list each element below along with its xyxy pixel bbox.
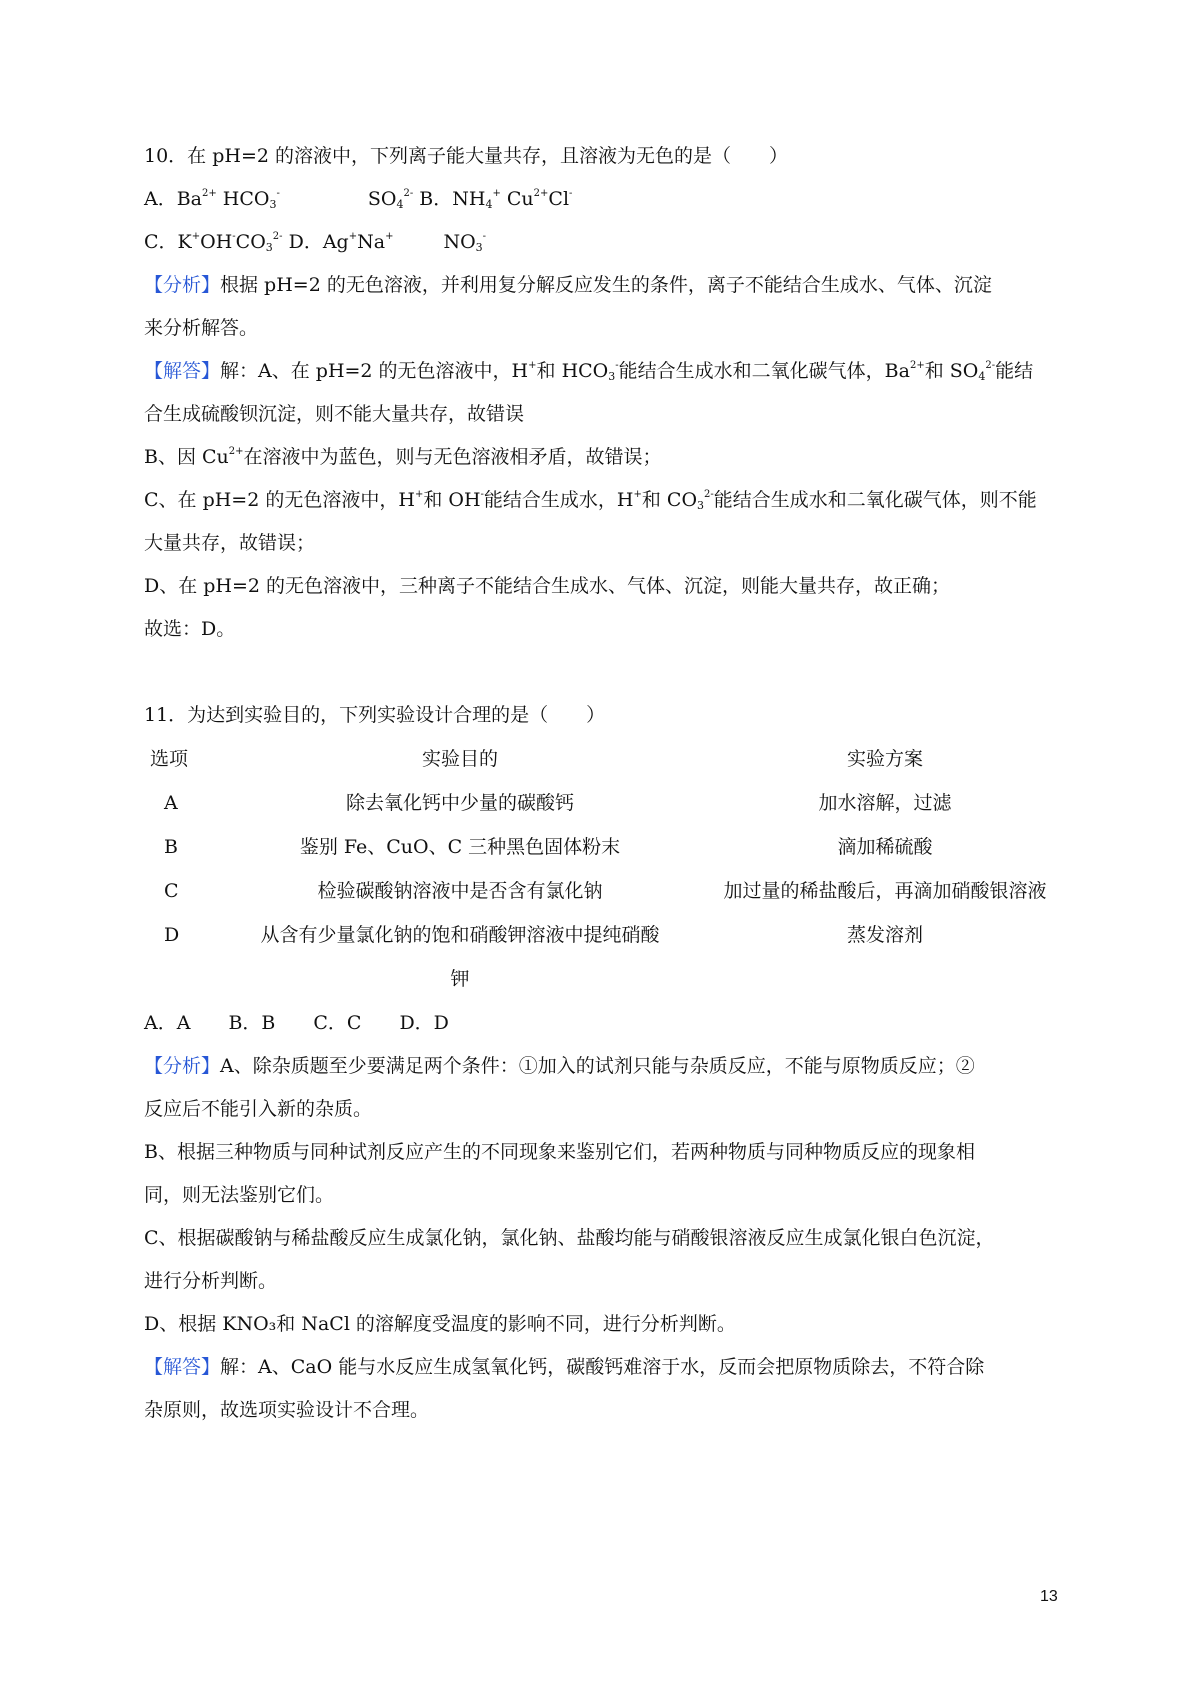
q10-option-a-prefix: A．Ba — [144, 188, 203, 210]
q10-option-c-prefix: C．K — [144, 231, 192, 253]
q10-analysis-2: 来分析解答。 — [144, 317, 259, 339]
q10-answer-d: D、在 pH=2 的无色溶液中，三种离子不能结合生成水、气体、沉淀，则能大量共存，故正确； — [144, 575, 951, 597]
q10-option-b-prefix: B．NH — [419, 188, 486, 210]
table-row-a-option: A — [164, 792, 178, 814]
q11-analysis-a-1: 【分析】A、除杂质题至少要满足两个条件：①加入的试剂只能与杂质反应，不能与原物质反应；② — [144, 1055, 975, 1077]
q10-analysis-tag: 【分析】 — [144, 274, 221, 296]
q11-analysis-tag: 【分析】 — [144, 1055, 221, 1077]
table-row-b-option: B — [164, 836, 178, 858]
q11-analysis-c-1: C、根据碳酸钠与稀盐酸反应生成氯化钠，氯化钠、盐酸均能与硝酸银溶液反应生成氯化银白色沉淀， — [144, 1227, 995, 1249]
q10-answer-a-2: 合生成硫酸钡沉淀，则不能大量共存，故错误 — [144, 403, 525, 425]
q10-answer-c-1: C、在 pH=2 的无色溶液中，H+和 OH-能结合生成水，H+和 $CO_3^{2-}$能结合生成水和二氧化碳气体，则不能 — [144, 489, 1037, 512]
q10-answer-tag: 【解答】 — [144, 360, 221, 382]
q10-option-row-ab: A．$Ba^{2+}$ $HCO_3^-$ $SO_4^{2-}$ B．$NH_4^+$ $Cu^{2+}Cl^-$ — [144, 188, 573, 211]
q11-analysis-d: D、根据 KNO₃和 NaCl 的溶解度受温度的影响不同，进行分析判断。 — [144, 1313, 736, 1335]
q11-analysis-a-2: 反应后不能引入新的杂质。 — [144, 1098, 373, 1120]
page-number: 13 — [1040, 1588, 1058, 1605]
q10-analysis-1: 【分析】根据 pH=2 的无色溶液，并利用复分解反应发生的条件，离子不能结合生成水、气体、沉淀 — [144, 274, 992, 296]
q10-option-d-prefix: D．Ag — [288, 231, 349, 253]
q11-analysis-b-2: 同，则无法鉴别它们。 — [144, 1184, 335, 1206]
q11-answer-a-1: 【解答】解：A、CaO 能与水反应生成氢氧化钙，碳酸钙难溶于水，反而会把原物质除去，不符合除 — [144, 1356, 985, 1378]
q11-answer-tag: 【解答】 — [144, 1356, 221, 1378]
q11-analysis-b-1: B、根据三种物质与同种试剂反应产生的不同现象来鉴别它们，若两种物质与同种物质反应的现象相 — [144, 1141, 975, 1163]
q10-stem: 10．在 pH=2 的溶液中，下列离子能大量共存，且溶液为无色的是（ ） — [144, 145, 788, 167]
q10-option-row-cd: C．$K^+OH^-CO_3^{2-}$ D．Ag+Na+ $NO_3^-$ — [144, 231, 487, 254]
q10-answer-b: B、因 $Cu^{2+}$在溶液中为蓝色，则与无色溶液相矛盾，故错误； — [144, 446, 662, 468]
q11-answer-a-2: 杂原则，故选项实验设计不合理。 — [144, 1399, 430, 1421]
q11-options: A．A B．B C．C D．D — [144, 1012, 449, 1034]
q10-answer-a-1: 【解答】解：A、在 pH=2 的无色溶液中，H+和 $HCO_3^-$能结合生成水和二氧化碳气体，$Ba^{2+}$和 $SO_4^{2-}$能结 — [144, 360, 1034, 383]
q11-analysis-c-2: 进行分析判断。 — [144, 1270, 278, 1292]
q10-answer-c-2: 大量共存，故错误； — [144, 532, 316, 554]
q10-choice: 故选：D。 — [144, 618, 236, 640]
document-page: 10．在 pH=2 的溶液中，下列离子能大量共存，且溶液为无色的是（ ） A．$Ba^{2+}$ $HCO_3^-$ $SO_4^{2-}$ B．$NH_4^+$ $Cu^{2+}Cl^-$ C．$K^+OH^-CO_3^{2-}$ D．Ag+Na+ $NO_3^-$ 【分析】根据 pH=2 的无色溶液，并利用复分解反应发生的条件，离子不能结合生成水、气体、沉淀 来分析解答。 【解答】解：A、在 pH=2 的无色溶液中，H+和 $HCO_3^-$能结合生成水和二氧化碳气体，$Ba^{2+}$和 $SO_4^{2-}$能结 合生成硫酸钡沉淀，则不能大量共存，故错误 B、因 $Cu^{2+}$在溶液中为蓝色，则与无色溶液相矛盾，故错误； C、在 pH=2 的无色溶液中，H+和 OH-能结合生成水，H+和 $CO_3^{2-}$能结合生成水和二氧化碳气体，则不能 大量共存，故错误； D、在 pH=2 的无色溶液中，三种离子不能结合生成水、气体、沉淀，则能大量共存，故正确； 故选：D。 11．为达到实验目的，下列实验设计合理的是（ ） 选项 实验目的 实验方案 A 除去氧化钙中少量的碳酸钙 加水溶解，过滤 B 鉴别 Fe、CuO、C 三种黑色固体粉末 滴加稀硫酸 C 检验碳酸钠溶液中是否含有氯化钠 加过量的稀盐酸后，再滴加硝酸银溶液 D 从含有少量氯化钠的饱和硝酸钾溶液中提纯硝酸 蒸发溶剂 钾 A．A B．B C．C D．D 【分析】A、除杂质题至少要满足两个条件：①加入的试剂只能与杂质反应，不能与原物质反应；② 反应后不能引入新的杂质。 B、根据三种物质与同种试剂反应产生的不同现象来鉴别它们，若两种物质与同种物质反应的现象相 同，则无法鉴别它们。 C、根据碳酸钠与稀盐酸反应生成氯化钠，氯化钠、盐酸均能与硝酸银溶液反应生成氯化银白色沉淀， 进行分析判断。 D、根据 KNO₃和 NaCl 的溶解度受温度的影响不同，进行分析判断。 【解答】解：A、CaO 能与水反应生成氢氧化钙，碳酸钙难溶于水，反而会把原物质除去，不符合除 杂原则，故选项实验设计不合理。 13 — [0, 0, 1200, 1698]
table-header-option: 选项 — [150, 748, 189, 770]
table-row-d-option: D — [164, 924, 180, 946]
table-row-c-option: C — [164, 880, 179, 902]
q11-stem: 11．为达到实验目的，下列实验设计合理的是（ ） — [144, 704, 606, 726]
